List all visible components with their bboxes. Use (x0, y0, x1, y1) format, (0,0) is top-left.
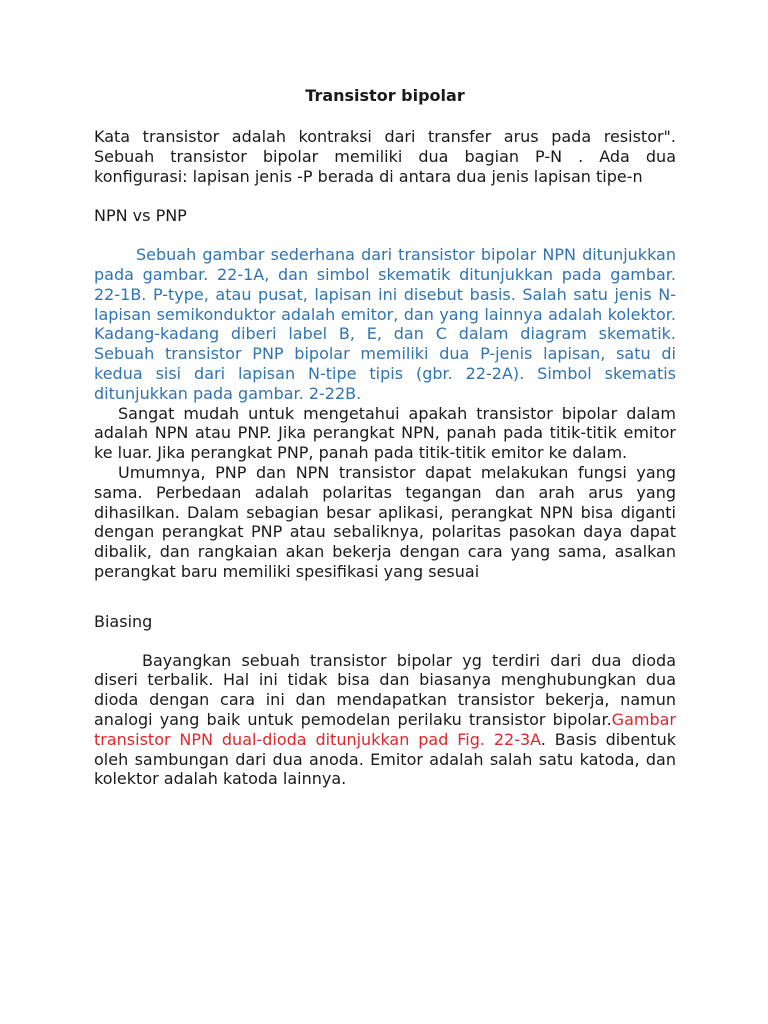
biasing-text-2: . Basis dibentuk oleh sambungan dari dua anoda. Emitor adalah salah satu katoda, dan kolektor adalah katoda lainnya. (94, 729, 677, 789)
blue-paragraph-end: 2-22B. (308, 383, 362, 403)
intro-paragraph: Kata transistor adalah kontraksi dari transfer arus pada resistor". Sebuah transistor bipolar memiliki dua bagian P-N . Ada dua konfigurasi: lapisan jenis -P berada di antara dua jenis lapisan tipe-n (94, 127, 676, 186)
biasing-text-1: Bayangkan sebuah transistor bipolar yg terdiri dari dua dioda diseri terbalik. Hal ini tidak bisa dan biasanya menghubungkan dua dioda dengan cara ini dan mendapatkan transistor bekerja, namun analogi yang baik untuk pemodelan perilaku transistor bipolar. (94, 650, 676, 729)
para-easy-end: dalam. (572, 443, 628, 463)
document-title: Transistor bipolar (305, 86, 465, 105)
biasing-paragraph (94, 651, 676, 790)
paragraph-general: Umumnya, PNP dan NPN transistor dapat melakukan fungsi yang sama. Perbedaan adalah polaritas tegangan dan arah arus yang dihasilkan. Dalam sebagian besar aplikasi, perangkat NPN bisa diganti dengan perangkat PNP atau sebaliknya, polaritas pasokan daya dapat dibalik, dan rangkaian akan bekerja dengan cara yang sama, asalkan perangkat baru memiliki spesifikasi yang sesuai (94, 462, 676, 581)
heading-npn-vs-pnp: NPN vs PNP (94, 206, 187, 226)
spacer (94, 226, 676, 245)
spacer (94, 632, 676, 651)
para-easy-main: Sangat mudah untuk mengetahui apakah transistor bipolar dalam adalah NPN atau PNP. Jika perangkat NPN, panah pada titik-titik emitor ke luar. Jika perangkat PNP, panah pada titik-titik emitor ke (94, 403, 676, 463)
blue-paragraph-main: Sebuah gambar sederhana dari transistor bipolar NPN ditunjukkan pada gambar. 22-1A, dan simbol skematik ditunjukkan pada gambar. 22-1B. P-type, atau pusat, lapisan ini disebut basis. Salah satu jenis N-lapisan semikonduktor adalah emitor, dan yang lainnya adalah kolektor. Kadang-kadang diberi label B, E, dan C dalam diagram skematik. Sebuah transistor PNP bipolar memiliki dua P-jenis lapisan, satu di kedua sisi dari lapisan N-tipe tipis (gbr. 22-2A). Simbol skematis ditunjukkan pada gambar. (94, 245, 676, 403)
biasing-red-text: Gambar transistor NPN dual-dioda ditunjukkan pad Fig. 22-3A (94, 709, 676, 749)
blue-paragraph (94, 245, 676, 403)
document-page (94, 84, 676, 789)
spacer (94, 186, 676, 206)
paragraph-npn-pnp-identify (94, 404, 676, 463)
heading-biasing: Biasing (94, 611, 153, 631)
spacer (94, 582, 676, 612)
